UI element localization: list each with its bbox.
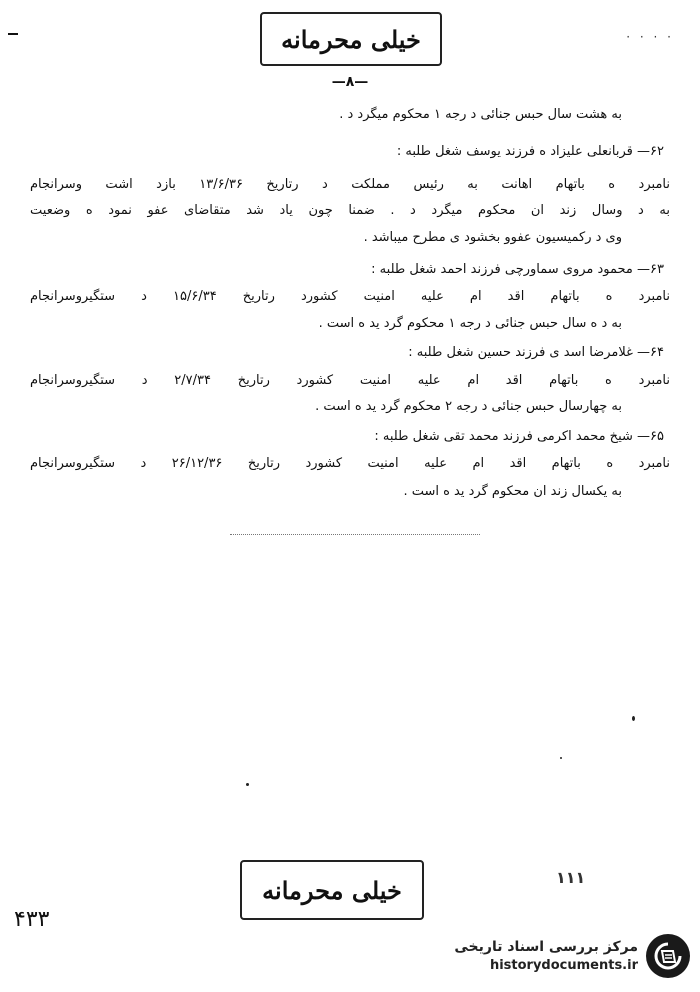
watermark-url: historydocuments.ir	[489, 958, 638, 973]
text-line-8: به د ه سال حبس جنائی د رجه ۱ محکوم گرد ید ه است .	[318, 316, 622, 331]
text-line-5: وی د رکمیسیون عفوو بخشود ی مطرح میباشد .	[363, 230, 622, 245]
margin-dash	[8, 33, 18, 35]
scan-speck	[560, 757, 562, 759]
text-line-7: نامبرد ه باتهام اقد ام علیه امنیت کشورد رتاریخ ۱۵/۶/۳۴ د ستگیروسرانجام	[30, 289, 670, 304]
entry-heading-64: ۶۴— غلامرضا اسد ی فرزند حسین شغل طلبه :	[408, 345, 664, 360]
text-line-4: به د وسال زند ان محکوم میگرد د . ضمنا چون یاد شد متقاضای عفو نمود ه وضعیت	[30, 203, 670, 218]
text-line-14: به یکسال زند ان محکوم گرد ید ه است .	[403, 484, 622, 499]
archive-logo-icon	[646, 934, 690, 978]
classification-stamp-top: خیلی محرمانه	[260, 12, 442, 66]
scan-speck	[632, 716, 635, 721]
text-line-1: به هشت سال حبس جنائی د رجه ۱ محکوم میگرد د .	[339, 107, 622, 122]
entry-heading-62: ۶۲— قربانعلی علیزاد ه فرزند یوسف شغل طلبه :	[396, 144, 664, 159]
archive-watermark	[412, 930, 690, 982]
text-line-3: نامبرد ه باتهام اهانت به رئیس مملکت د رتاریخ ۱۳/۶/۳۶ بازد اشت وسرانجام	[30, 177, 670, 192]
scan-speck	[246, 783, 249, 786]
margin-mark: ۱۱۱	[556, 868, 586, 887]
classification-stamp-bottom: خیلی محرمانه	[240, 860, 424, 920]
text-line-13: نامبرد ه باتهام اقد ام علیه امنیت کشورد رتاریخ ۲۶/۱۲/۳۶ د ستگیروسرانجام	[30, 456, 670, 471]
page-number: —۸—	[331, 74, 369, 90]
folio-number: ۴۳۳	[14, 907, 50, 932]
text-line-10: نامبرد ه باتهام اقد ام علیه امنیت کشورد رتاریخ ۲/۷/۳۴ د ستگیروسرانجام	[30, 373, 670, 388]
entry-heading-65: ۶۵— شیخ محمد اکرمی فرزند محمد تقی شغل طلبه :	[374, 429, 664, 444]
watermark-text	[454, 937, 638, 975]
text-line-11: به چهارسال حبس جنائی د رجه ۲ محکوم گرد ید ه است .	[315, 399, 622, 414]
entry-heading-63: ۶۳— محمود مروی سماورچی فرزند احمد شغل طلبه :	[371, 262, 664, 277]
watermark-title: مرکز بررسی اسناد تاریخی	[454, 939, 638, 955]
scan-noise-dots: · · · ·	[626, 30, 674, 44]
faded-divider	[230, 534, 480, 535]
